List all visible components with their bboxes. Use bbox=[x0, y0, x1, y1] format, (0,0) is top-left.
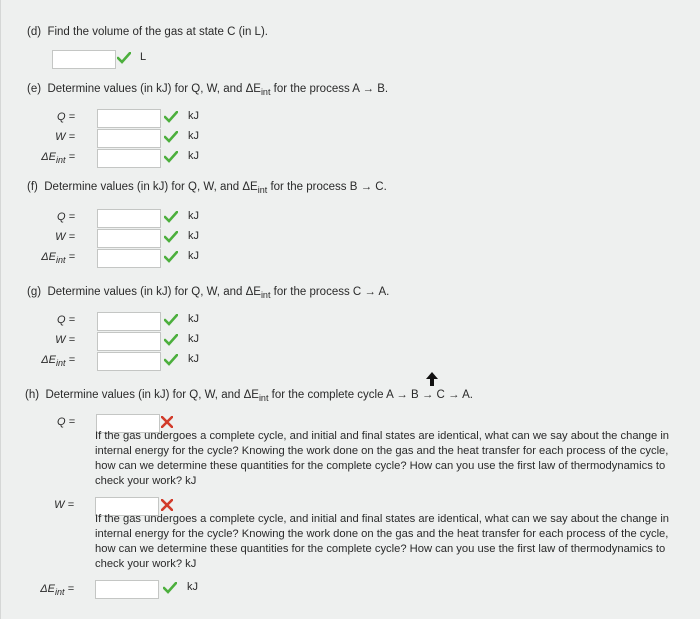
unit-label: kJ bbox=[188, 150, 199, 162]
part-f-prompt: (f) Determine values (in kJ) for Q, W, and $\Delta E_{int}$ for the process B → C. bbox=[27, 181, 387, 195]
cross-icon bbox=[161, 416, 173, 428]
eint-cycle-input[interactable] bbox=[95, 580, 159, 599]
unit-label: kJ bbox=[187, 581, 198, 593]
unit-label: kJ bbox=[188, 333, 199, 345]
unit-label: kJ bbox=[188, 230, 199, 242]
part-h-prompt: (h) Determine values (in kJ) for Q, W, and $\Delta E_{int}$ for the complete cycle A → B → C → A. bbox=[25, 389, 473, 403]
eint-e-input[interactable] bbox=[97, 149, 161, 168]
unit-label: L bbox=[140, 51, 147, 63]
part-e-prompt: (e) Determine values (in kJ) for Q, W, and $\Delta E_{int}$ for the process A → B. bbox=[27, 83, 389, 97]
check-icon bbox=[163, 582, 177, 594]
eint-g-label: $\Delta E_{int}$ = bbox=[41, 354, 75, 368]
eint-e-label: $\Delta E_{int}$ = bbox=[41, 151, 75, 165]
unit-label: kJ bbox=[188, 313, 199, 325]
w-cycle-label: W = bbox=[54, 499, 74, 511]
unit-label: kJ bbox=[188, 353, 199, 365]
eint-cycle-label: $\Delta E_{int}$ = bbox=[40, 583, 74, 597]
q-cycle-hint: If the gas undergoes a complete cycle, and initial and final states are identical, what can we say about the change in internal energy for the cycle? Knowing the work done on the gas and the heat transfer for each process of the cycle, how can we determine these quantities for the complete cycle? How can you use the first law of thermodynamics to check your work? kJ bbox=[95, 430, 670, 487]
q-g-label: Q = bbox=[56, 314, 75, 326]
part-g-prompt: (g) Determine values (in kJ) for Q, W, and $\Delta E_{int}$ for the process C → A. bbox=[27, 286, 390, 300]
w-g-input[interactable] bbox=[97, 332, 161, 351]
w-g-label: W = bbox=[55, 334, 75, 346]
unit-label: kJ bbox=[188, 210, 199, 222]
check-icon bbox=[164, 131, 178, 143]
part-d-prompt: (d) Find the volume of the gas at state C (in L). bbox=[27, 26, 268, 38]
unit-label: kJ bbox=[188, 130, 199, 142]
check-icon bbox=[164, 111, 178, 123]
check-icon bbox=[164, 211, 178, 223]
q-e-label: Q = bbox=[56, 111, 75, 123]
w-cycle-hint: If the gas undergoes a complete cycle, and initial and final states are identical, what can we say about the change in internal energy for the cycle? Knowing the work done on the gas and the heat transfer for each process of the cycle, how can we determine these quantities for the complete cycle? How can you use the first law of thermodynamics to check your work? kJ bbox=[95, 513, 670, 570]
check-icon bbox=[164, 354, 178, 366]
eint-f-input[interactable] bbox=[97, 249, 161, 268]
check-icon bbox=[164, 151, 178, 163]
page-edge bbox=[0, 0, 1, 619]
w-e-label: W = bbox=[55, 131, 75, 143]
q-f-input[interactable] bbox=[97, 209, 161, 228]
mouse-cursor-icon bbox=[426, 372, 438, 386]
q-g-input[interactable] bbox=[97, 312, 161, 331]
q-f-label: Q = bbox=[56, 211, 75, 223]
w-f-input[interactable] bbox=[97, 229, 161, 248]
check-icon bbox=[164, 334, 178, 346]
eint-g-input[interactable] bbox=[97, 352, 161, 371]
volume-c-input[interactable] bbox=[52, 50, 116, 69]
eint-f-label: $\Delta E_{int}$ = bbox=[41, 251, 75, 265]
w-f-label: W = bbox=[55, 231, 75, 243]
q-e-input[interactable] bbox=[97, 109, 161, 128]
unit-label: kJ bbox=[188, 110, 199, 122]
unit-label: kJ bbox=[188, 250, 199, 262]
check-icon bbox=[164, 251, 178, 263]
check-icon bbox=[164, 314, 178, 326]
q-cycle-label: Q = bbox=[56, 416, 75, 428]
check-icon bbox=[117, 52, 131, 64]
check-icon bbox=[164, 231, 178, 243]
cross-icon bbox=[161, 499, 173, 511]
w-e-input[interactable] bbox=[97, 129, 161, 148]
